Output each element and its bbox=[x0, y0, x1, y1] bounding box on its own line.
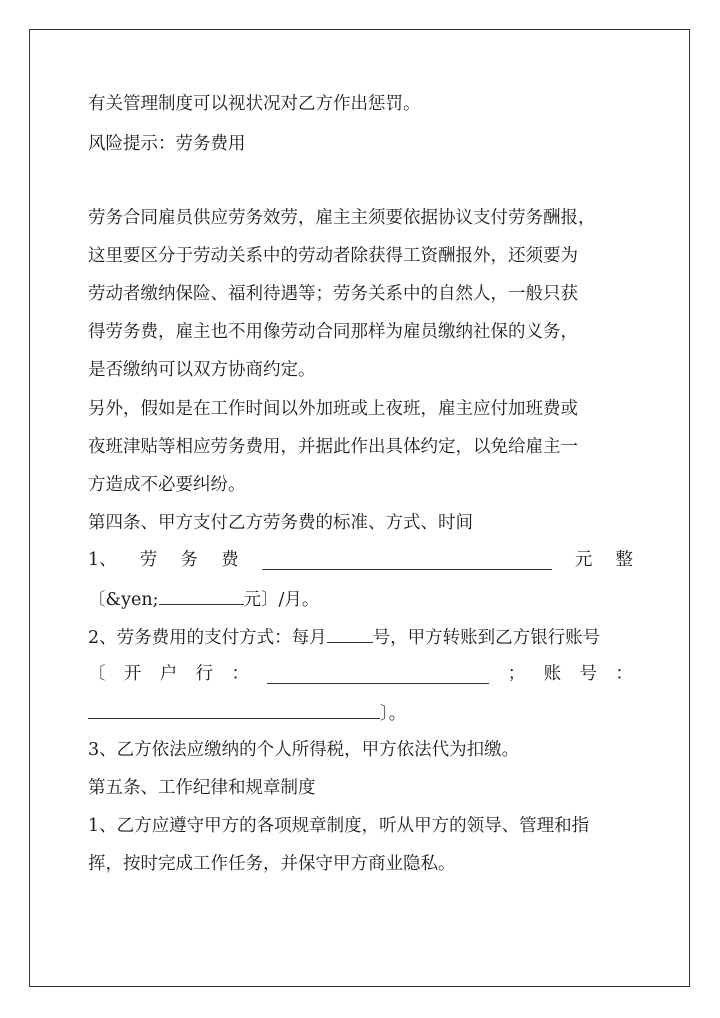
fee-unit: 元 bbox=[574, 550, 593, 570]
fee-whole: 整 bbox=[615, 550, 633, 570]
payment-prefix: 2、劳务费用的支付方式：每月 bbox=[88, 628, 327, 648]
monthly-unit: 元〕/月。 bbox=[243, 590, 320, 610]
yen-open: 〔&yen; bbox=[88, 590, 159, 610]
bank-name-blank[interactable] bbox=[267, 665, 489, 684]
pay-day-blank[interactable] bbox=[327, 624, 373, 643]
bank-char: 开 bbox=[123, 664, 142, 684]
bank-line bbox=[88, 662, 633, 686]
fee-char: 费 bbox=[221, 550, 239, 570]
paragraph-line: 这里要区分于劳动关系中的劳动者除获得工资酬报外，还须要为 bbox=[88, 246, 578, 266]
paragraph-line: 得劳务费，雇主也不用像劳动合同那样为雇员缴纳社保的义务， bbox=[88, 322, 578, 342]
paragraph-line: 劳动者缴纳保险、福利待遇等；劳务关系中的自然人，一般只获 bbox=[88, 284, 578, 304]
fee-amount-blank[interactable] bbox=[262, 551, 552, 570]
bank-char: 行 bbox=[195, 664, 214, 684]
payment-method-line bbox=[88, 624, 600, 650]
paragraph-line: 有关管理制度可以视状况对乙方作出惩罚。 bbox=[88, 94, 421, 114]
account-char: 账 bbox=[543, 664, 562, 684]
colon: ： bbox=[615, 664, 633, 684]
paragraph-line: 方造成不必要纠纷。 bbox=[88, 475, 246, 495]
account-char: 号 bbox=[579, 664, 597, 684]
bracket-close: 〕。 bbox=[380, 704, 407, 724]
account-number-line bbox=[88, 700, 406, 726]
article-five-heading: 第五条、工作纪律和规章制度 bbox=[88, 778, 316, 798]
fee-amount-line bbox=[88, 548, 633, 572]
risk-heading: 风险提示：劳务费用 bbox=[88, 134, 246, 154]
item-number: 1、 bbox=[88, 550, 117, 570]
bracket-open: 〔 bbox=[88, 664, 106, 684]
paragraph-line: 挥，按时完成工作任务，并保守甲方商业隐私。 bbox=[88, 854, 456, 874]
paragraph-line: 是否缴纳可以双方协商约定。 bbox=[88, 360, 316, 380]
paragraph-line: 劳务合同雇员供应劳务效劳，雇主主须要依据协议支付劳务酬报， bbox=[88, 208, 596, 228]
paragraph-line: 1、乙方应遵守甲方的各项规章制度，听从甲方的领导、管理和指 bbox=[88, 816, 590, 836]
page-frame bbox=[29, 29, 690, 987]
fee-char: 务 bbox=[180, 550, 198, 570]
account-number-blank[interactable] bbox=[88, 700, 380, 719]
fee-char: 劳 bbox=[139, 550, 158, 570]
paragraph-line: 夜班津贴等相应劳务费用，并据此作出具体约定，以免给雇主一 bbox=[88, 437, 578, 457]
paragraph-line: 3、乙方依法应缴纳的个人所得税，甲方依法代为扣缴。 bbox=[88, 740, 520, 760]
fee-monthly-line bbox=[88, 586, 319, 612]
semicolon: ； bbox=[507, 664, 526, 684]
article-four-heading: 第四条、甲方支付乙方劳务费的标准、方式、时间 bbox=[88, 513, 473, 533]
paragraph-line: 另外，假如是在工作时间以外加班或上夜班，雇主应付加班费或 bbox=[88, 399, 578, 419]
bank-char: 户 bbox=[159, 664, 178, 684]
colon: ： bbox=[231, 664, 249, 684]
payment-suffix: 号，甲方转账到乙方银行账号 bbox=[372, 628, 601, 648]
monthly-fee-blank[interactable] bbox=[159, 586, 244, 605]
